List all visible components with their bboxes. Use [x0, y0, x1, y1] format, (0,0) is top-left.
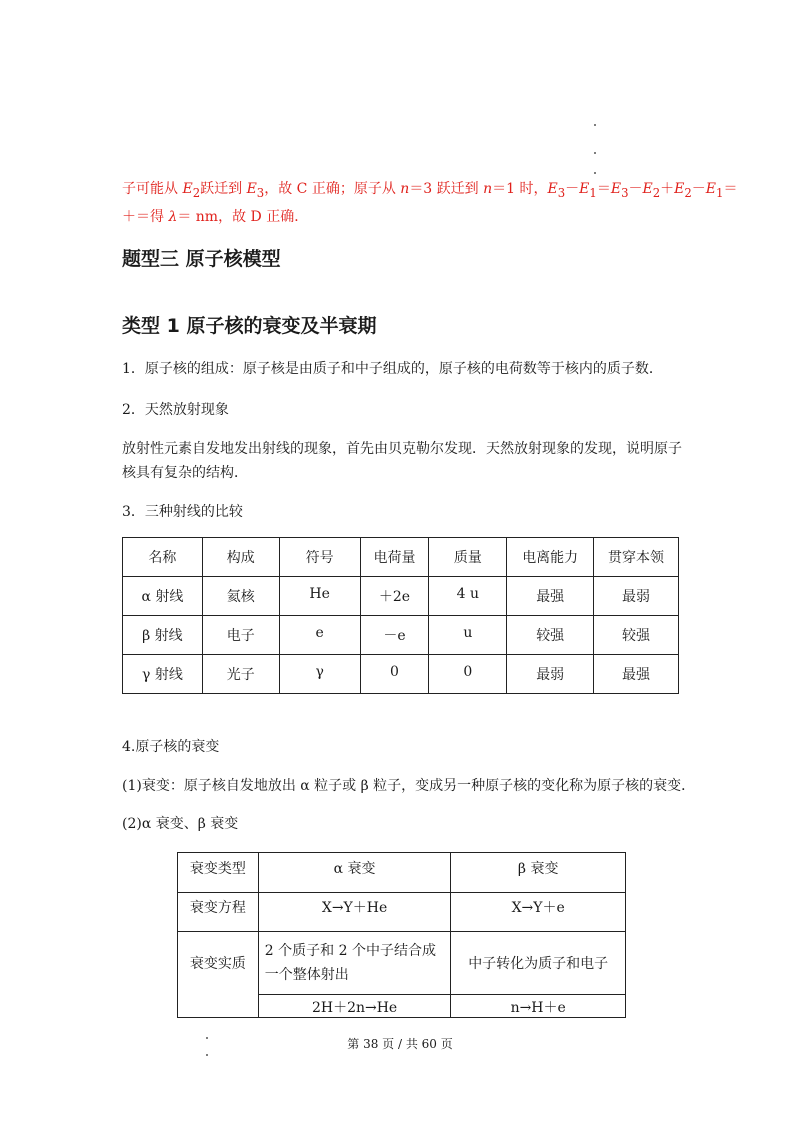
table-cell: 较强	[594, 616, 679, 655]
table-cell: X→Y＋e	[451, 893, 626, 932]
answer-line-1: 子可能从 $E_2$跃迁到 $E_3$，故 C 正确；原子从 n＝3 跃迁到 n＝1 时，$E_3-E_1=E_3-E_2+E_2-E_1=$	[122, 181, 738, 200]
table-cell: 最强	[507, 577, 594, 616]
table-cell: He	[279, 577, 360, 616]
table-cell: 衰变实质	[178, 932, 259, 1018]
table-cell: 2H＋2n→He	[258, 995, 451, 1018]
paragraph-decay-title: 4.原子核的衰变	[122, 739, 220, 755]
table-cell: 0	[360, 655, 429, 694]
table-cell: 4 u	[429, 577, 507, 616]
table-cell: 0	[429, 655, 507, 694]
table-header-row	[178, 853, 626, 893]
margin-dot	[206, 1054, 208, 1056]
table-row	[123, 577, 679, 616]
decay-table	[177, 852, 626, 1018]
table-cell: γ	[279, 655, 360, 694]
paragraph-nucleus-composition: 1．原子核的组成：原子核是由质子和中子组成的，原子核的电荷数等于核内的质子数．	[122, 361, 663, 377]
table-header-cell: α 衰变	[258, 853, 451, 893]
table-cell: 最弱	[507, 655, 594, 694]
table-row	[123, 655, 679, 694]
table-cell: e	[279, 616, 360, 655]
table-header-cell: 电荷量	[360, 538, 429, 577]
margin-dot	[594, 152, 596, 154]
table-header-cell: 衰变类型	[178, 853, 259, 893]
table-cell: 最弱	[594, 577, 679, 616]
table-cell: 光子	[202, 655, 279, 694]
paragraph-ray-comparison-title: 3．三种射线的比较	[122, 504, 243, 520]
ray-comparison-table	[122, 537, 679, 694]
table-cell: 2 个质子和 2 个中子结合成一个整体射出	[258, 932, 451, 995]
table-cell: 电子	[202, 616, 279, 655]
section-heading: 题型三 原子核模型	[122, 248, 281, 270]
table-cell: α 射线	[123, 577, 203, 616]
margin-dot	[594, 172, 596, 174]
table-header-cell: 质量	[429, 538, 507, 577]
table-row	[178, 932, 626, 995]
table-cell: 氦核	[202, 577, 279, 616]
table-header-row	[123, 538, 679, 577]
table-cell: γ 射线	[123, 655, 203, 694]
table-header-cell: 构成	[202, 538, 279, 577]
answer-line-2: ＋＝得 λ＝ nm，故 D 正确．	[122, 209, 309, 225]
table-cell: β 射线	[123, 616, 203, 655]
page-footer: 第 38 页 / 共 60 页	[347, 1037, 453, 1051]
table-header-cell: 名称	[123, 538, 203, 577]
table-header-cell: 电离能力	[507, 538, 594, 577]
table-row	[123, 616, 679, 655]
table-cell: 衰变方程	[178, 893, 259, 932]
margin-dot	[594, 124, 596, 126]
table-cell: n→H＋e	[451, 995, 626, 1018]
table-cell: ＋2e	[360, 577, 429, 616]
table-row	[178, 893, 626, 932]
table-cell: u	[429, 616, 507, 655]
table-cell: －e	[360, 616, 429, 655]
paragraph-alpha-beta-decay: (2)α 衰变、β 衰变	[122, 816, 239, 832]
table-cell: 较强	[507, 616, 594, 655]
sub-heading: 类型 1 原子核的衰变及半衰期	[122, 315, 377, 337]
table-cell: 最强	[594, 655, 679, 694]
paragraph-natural-radiation-title: 2．天然放射现象	[122, 402, 229, 418]
paragraph-decay-definition: (1)衰变：原子核自发地放出 α 粒子或 β 粒子，变成另一种原子核的变化称为原子核的衰变．	[122, 778, 696, 794]
table-header-cell: 贯穿本领	[594, 538, 679, 577]
table-cell: 中子转化为质子和电子	[451, 932, 626, 995]
paragraph-natural-radiation: 放射性元素自发地发出射线的现象，首先由贝克勒尔发现．天然放射现象的发现，说明原子核具有复杂的结构．	[122, 441, 682, 481]
table-header-cell: β 衰变	[451, 853, 626, 893]
table-cell: X→Y＋He	[258, 893, 451, 932]
table-header-cell: 符号	[279, 538, 360, 577]
